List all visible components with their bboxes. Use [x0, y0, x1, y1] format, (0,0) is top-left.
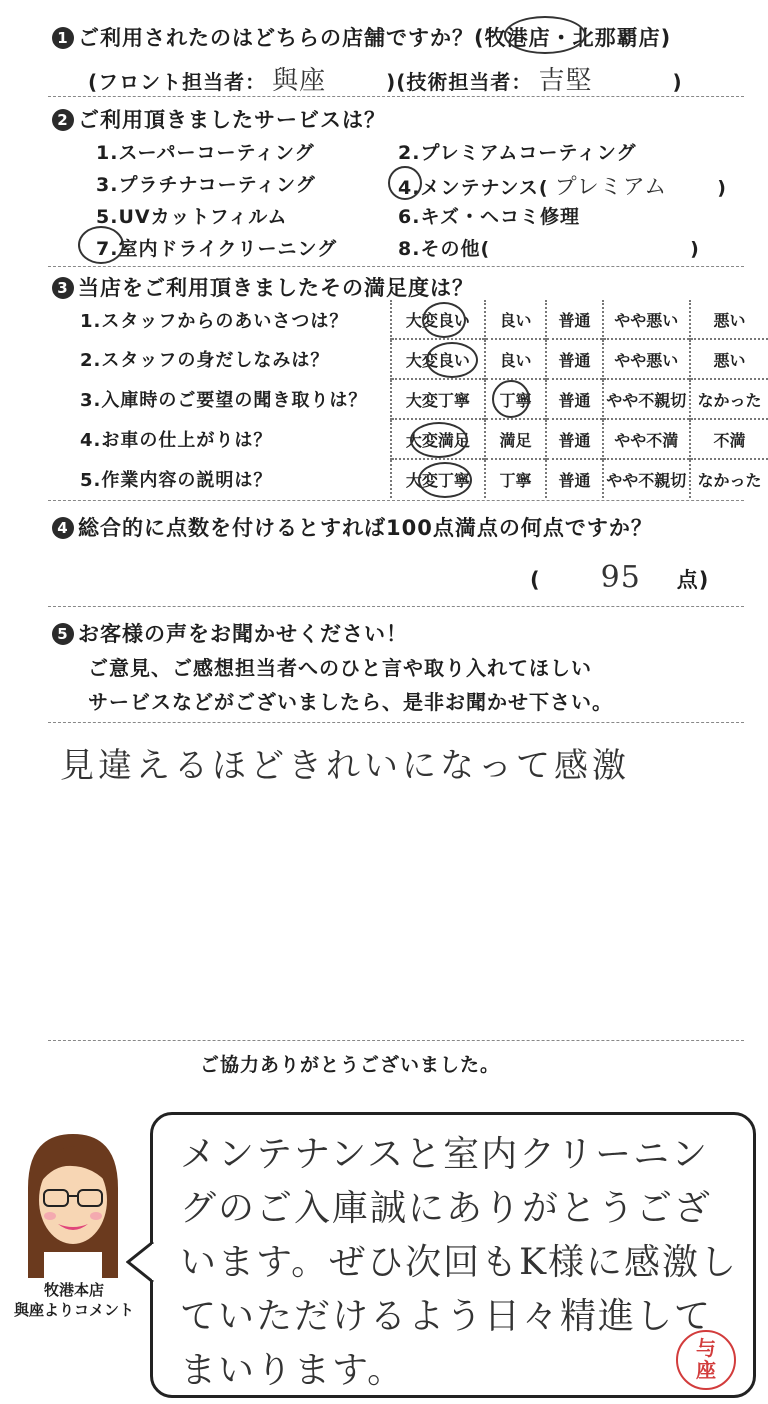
service-item: 1.スーパーコーティング [96, 142, 315, 164]
option-cell: やや不親切 [603, 459, 691, 498]
option-cell: 不満 [690, 419, 768, 459]
q4-number-badge: 4 [52, 517, 74, 539]
answer-circle [492, 380, 530, 418]
service-4-circle [388, 166, 422, 200]
table-row [80, 339, 768, 379]
thanks-text: ご協力ありがとうございました。 [200, 1054, 501, 1076]
comment-text: メンテナンスと室内クリーニングのご入庫誠にありがとうございます。ぜひ次回もK様に感激していただけるよう日々精進してまいります。 [180, 1134, 739, 1391]
option-cell: 良い [485, 339, 547, 379]
service-item: 6.キズ・ヘコミ修理 [398, 206, 581, 228]
service-close: ) [690, 238, 700, 260]
store-other: 北那覇店 [572, 26, 661, 50]
option-cell: なかった [690, 379, 768, 419]
option-cell: 普通 [546, 300, 602, 339]
option-cell: 悪い [690, 300, 768, 339]
table-row [80, 459, 768, 498]
answer-circle [426, 342, 478, 378]
staff-avatar [14, 1128, 132, 1278]
score-value: 95 [600, 560, 641, 595]
option-cell: なかった [690, 459, 768, 498]
q2-text: ご利用頂きましたサービスは？ [78, 108, 386, 132]
divider [48, 266, 744, 267]
score-line [530, 560, 709, 595]
row-question: 2.スタッフの身だしなみは？ [80, 350, 330, 371]
service-item [398, 170, 727, 201]
q1-close: ) [660, 26, 672, 50]
service-label: 4.メンテナンス( [398, 177, 549, 199]
q5-text: お客様の声をお聞かせください！ [78, 622, 408, 646]
stamp-top: 与 [696, 1336, 716, 1360]
author-name: 與座よりコメント [13, 1301, 134, 1319]
comment-author [10, 1280, 138, 1320]
option-cell: やや悪い [603, 300, 691, 339]
tech-value: 吉堅 [538, 66, 593, 96]
maint-note: プレミアム [554, 175, 668, 200]
table-row [80, 419, 768, 459]
q5-question [52, 618, 408, 648]
q2-number-badge: 2 [52, 109, 74, 131]
answer-circle [422, 302, 466, 338]
front-value: 與座 [272, 66, 327, 96]
satisfaction-table [80, 300, 768, 498]
answer-circle [410, 422, 468, 458]
table-row [80, 379, 768, 419]
service-item: 5.UVカットフィルム [96, 206, 288, 228]
row-question: 3.入庫時のご要望の聞き取りは？ [80, 390, 368, 411]
service-item: 3.プラチナコーティング [96, 174, 316, 196]
option-cell: 大変良い [391, 339, 485, 379]
divider [48, 500, 744, 501]
q2-question [52, 104, 386, 134]
author-store: 牧港本店 [43, 1281, 104, 1299]
q3-text: 当店をご利用頂きましたその満足度は？ [78, 276, 474, 300]
q1-staff-line [88, 60, 683, 97]
option-cell: 大変丁寧 [391, 459, 485, 498]
stamp-bottom: 座 [696, 1358, 716, 1382]
option-cell: 普通 [546, 379, 602, 419]
option-cell: 丁寧 [485, 379, 547, 419]
tech-label: )(技術担当者： [386, 70, 533, 94]
score-unit: 点) [676, 568, 710, 592]
option-cell: やや悪い [603, 339, 691, 379]
service-close: ) [717, 177, 727, 199]
option-cell: やや不親切 [603, 379, 691, 419]
q3-number-badge: 3 [52, 277, 74, 299]
service-7-circle [78, 226, 124, 264]
option-cell: 丁寧 [485, 459, 547, 498]
row-question: 4.お車の仕上がりは？ [80, 430, 273, 451]
q5-instruction-line2: サービスなどがございましたら、是非お聞かせ下さい。 [88, 690, 613, 714]
q1-number-badge: 1 [52, 27, 74, 49]
option-cell: 普通 [546, 339, 602, 379]
service-label: 8.その他( [398, 238, 491, 260]
option-cell: やや不満 [603, 419, 691, 459]
service-item: 7.室内ドライクリーニング [96, 238, 338, 260]
q4-question [52, 512, 653, 542]
store-separator: ・ [550, 26, 573, 50]
bubble-tail [126, 1240, 156, 1284]
service-item: 2.プレミアムコーティング [398, 142, 637, 164]
row-question: 1.スタッフからのあいさつは？ [80, 310, 349, 332]
row-question: 5.作業内容の説明は？ [80, 469, 273, 491]
q5-instruction-line1: ご意見、ご感想担当者へのひと言や取り入れてほしい [88, 656, 592, 680]
option-cell: 大変丁寧 [391, 379, 485, 419]
option-cell: 普通 [546, 419, 602, 459]
option-cell: 悪い [690, 339, 768, 379]
answer-circle [418, 462, 472, 498]
option-cell: 満足 [485, 419, 547, 459]
option-cell: 大変良い [391, 300, 485, 339]
table-row [80, 300, 768, 339]
divider [48, 606, 744, 607]
front-label: (フロント担当者： [88, 70, 267, 94]
service-item [398, 234, 700, 261]
q5-number-badge: 5 [52, 623, 74, 645]
store-selected-circle [504, 16, 586, 54]
divider [48, 1040, 744, 1041]
divider [48, 96, 744, 97]
q4-text: 総合的に点数を付けるとすれば100点満点の何点ですか？ [78, 516, 653, 540]
option-cell: 良い [485, 300, 547, 339]
customer-answer: 見違えるほどきれいになって感激 [60, 746, 630, 786]
score-open: ( [530, 568, 541, 592]
q3-question [52, 272, 474, 302]
q1-text: ご利用されたのはどちらの店舗ですか？( [78, 26, 485, 50]
divider [48, 722, 744, 723]
option-cell: 普通 [546, 459, 602, 498]
personal-seal-stamp [676, 1330, 736, 1390]
option-cell: 大変満足 [391, 419, 485, 459]
tech-close: ) [672, 70, 683, 94]
store-selected: 牧港店 [484, 26, 551, 50]
